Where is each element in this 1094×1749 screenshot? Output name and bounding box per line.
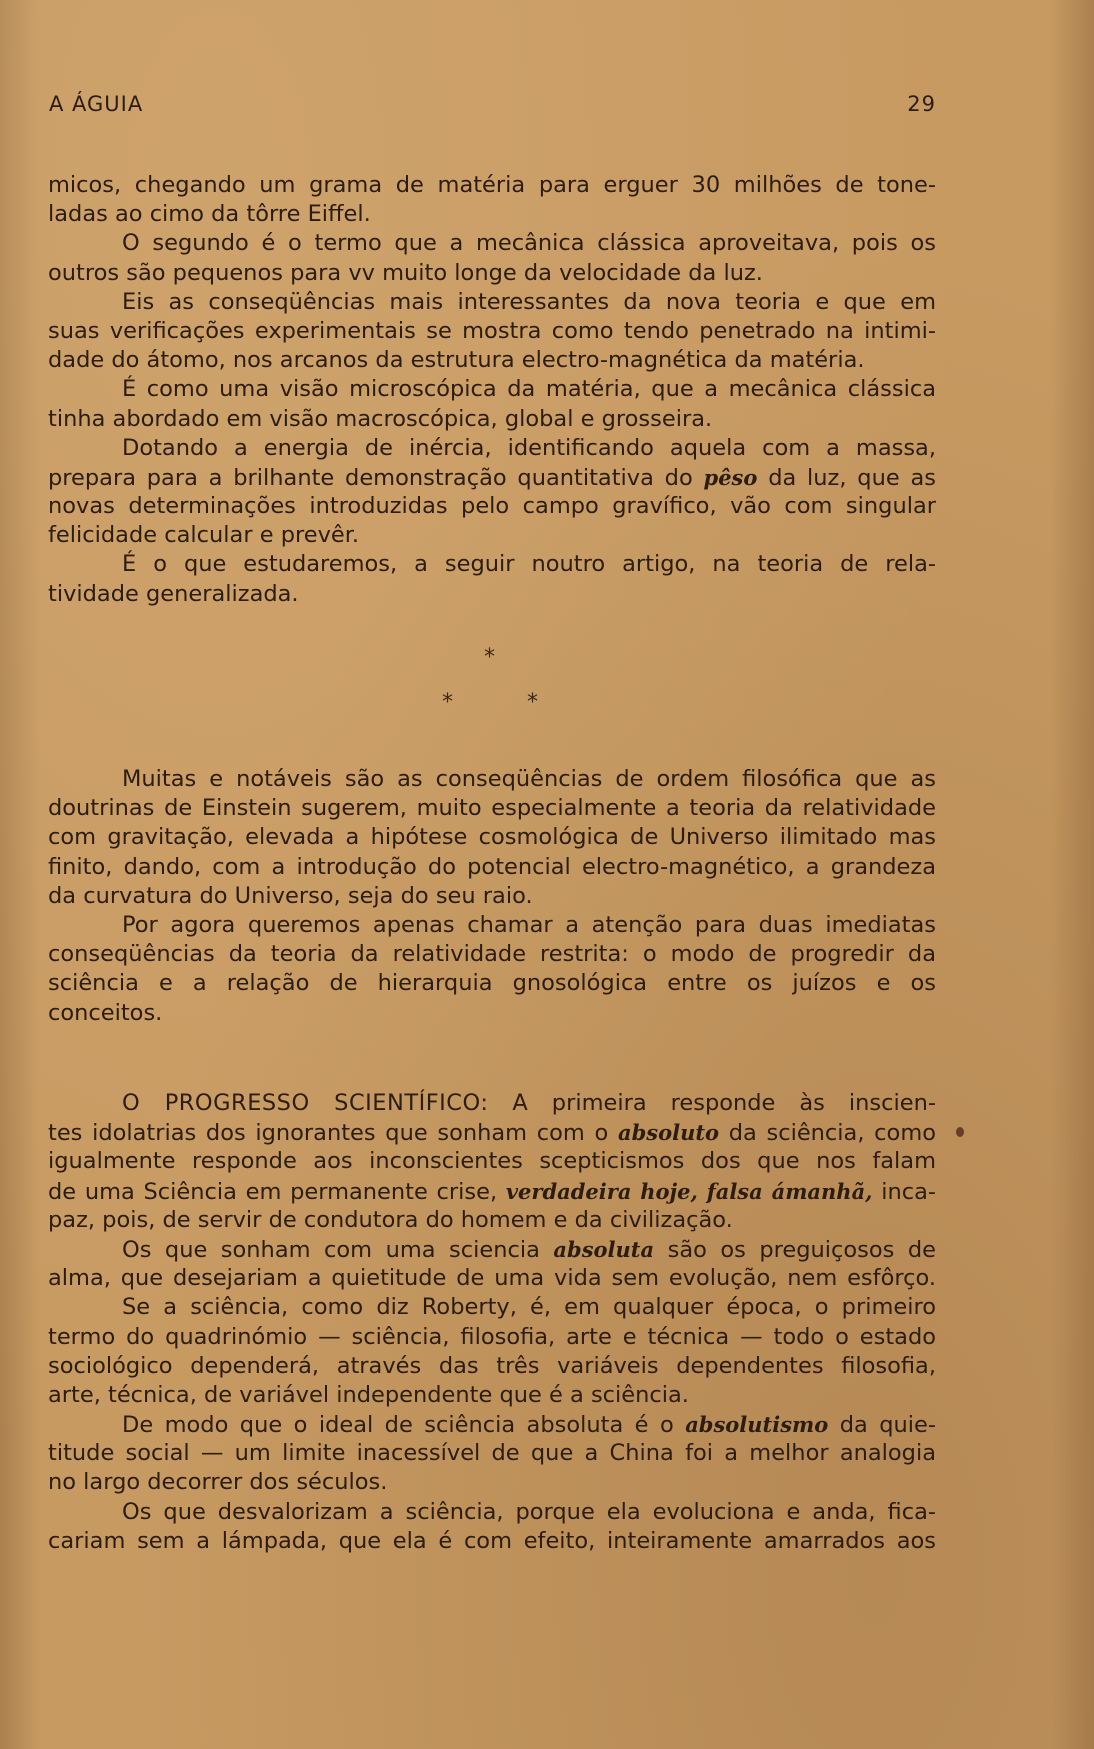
text-line: dade do átomo, nos arcanos da estrutura electro-magnética da matéria. [48, 347, 865, 374]
text-segment: De modo que o ideal de sciência absoluta é o [122, 1412, 674, 1439]
text-line: titude social — um limite inacessível de que a China foi a melhor analogia [48, 1440, 936, 1467]
text-line: igualmente responde aos inconscientes scepticismos dos que nos falam [48, 1148, 936, 1175]
text-line: felicidade calcular e prevêr. [48, 522, 360, 549]
text-line: ladas ao cimo da tôrre Eiffel. [48, 201, 371, 228]
running-head [49, 92, 936, 116]
text-segment: da quie- [839, 1412, 937, 1439]
emphasis: verdadeira hoje, falsa ámanhã, [505, 1178, 873, 1204]
text-line: suas verificações experimentais se mostra como tendo penetrado na intimi- [48, 317, 936, 344]
emphasis: absolutismo [685, 1412, 829, 1438]
text-segment: tes idolatrias dos ignorantes que sonham com o [48, 1120, 609, 1147]
journal-title: A ÁGUIA [49, 92, 144, 116]
asterisk: * [442, 690, 453, 715]
text-line: paz, pois, de servir de condutora do homem e da civilização. [48, 1206, 733, 1233]
text-line: com gravitação, elevada a hipótese cosmológica de Universo ilimitado mas [48, 824, 936, 851]
text-line [48, 463, 936, 492]
text-line [48, 1089, 936, 1118]
text-segment: A primeira responde às inscien- [512, 1090, 936, 1116]
text-line: conceitos. [48, 999, 163, 1026]
text-line: micos, chegando um grama de matéria para erguer 30 milhões de tone- [48, 172, 936, 198]
text-line [48, 1177, 936, 1206]
text-line: alma, que desejariam a quietitude de uma vida sem evolução, nem esfôrço. [48, 1265, 936, 1292]
section-heading: O PROGRESSO SCIENTÍFICO: [122, 1090, 489, 1116]
emphasis: absoluta [553, 1236, 655, 1262]
emphasis: absoluto [617, 1120, 720, 1146]
text-line: novas determinações introduzidas pelo campo gravífico, vão com singular [48, 493, 936, 520]
text-segment: de uma Sciência em permanente crise, [48, 1178, 498, 1205]
text-line: termo do quadrinómio — sciência, filosofia, arte e técnica — todo o estado [48, 1323, 936, 1350]
text-line: outros são pequenos para vv muito longe da velocidade da luz. [48, 259, 763, 286]
text-line: sciência e a relação de hierarquia gnosológica entre os juízos e os [48, 970, 936, 997]
text-line: Se a sciência, como diz Roberty, é, em qualquer época, o primeiro [122, 1294, 936, 1321]
text-line: arte, técnica, de variável independente que é a sciência. [48, 1381, 689, 1408]
emphasis: pêso [703, 464, 758, 490]
text-line: da curvatura do Universo, seja do seu raio. [48, 882, 533, 909]
section-scientific-progress [48, 1089, 936, 1556]
text-line [48, 1118, 936, 1147]
text-line: É o que estudaremos, a seguir noutro artigo, na teoria de rela- [122, 551, 936, 578]
text-line: no largo decorrer dos séculos. [48, 1469, 388, 1496]
text-line: doutrinas de Einstein sugerem, muito especialmente a teoria da relatividade [48, 795, 936, 822]
text-line: Dotando a energia de inércia, identificando aquela com a massa, [122, 434, 936, 461]
text-line: O segundo é o termo que a mecânica clássica aproveitava, pois os [122, 230, 936, 257]
text-line: Por agora queremos apenas chamar a atenção para duas imediatas [122, 911, 936, 938]
text-line: É como uma visão microscópica da matéria, que a mecânica clássica [122, 376, 936, 403]
text-line: sociológico dependerá, através das três variáveis dependentes filosofia, [48, 1352, 936, 1379]
text-line: Os que desvalorizam a sciência, porque ela evoluciona e anda, fica- [122, 1498, 936, 1525]
text-line: conseqüências da teoria da relatividade restrita: o modo de progredir da [48, 941, 936, 968]
text-segment: da luz, que as [768, 464, 936, 491]
paragraphs-philosophical-consequences [48, 765, 936, 1028]
text-segment: da sciência, como [728, 1120, 936, 1147]
asterisk: * [484, 645, 495, 670]
page-number: 29 [907, 92, 936, 116]
text-line: tinha abordado em visão macroscópica, global e grosseira. [48, 405, 713, 432]
text-line: Eis as conseqüências mais interessantes da nova teoria e que em [122, 288, 936, 315]
text-segment: inca- [881, 1178, 937, 1205]
text-line: tividade generalizada. [48, 580, 299, 607]
text-segment: Os que sonham com uma sciencia [122, 1236, 540, 1263]
ink-spot [956, 1127, 964, 1137]
text-segment: prepara para a brilhante demonstração quantitativa do [48, 464, 693, 491]
text-line: Muitas e notáveis são as conseqüências de ordem filosófica que as [122, 766, 936, 792]
text-line [48, 1235, 936, 1264]
text-line [48, 1410, 936, 1439]
asterisk: * [527, 690, 538, 715]
text-line: cariam sem a lámpada, que ela é com efeito, inteiramente amarrados aos [48, 1527, 936, 1554]
text-line: finito, dando, com a introdução do potencial electro-magnético, a grandeza [48, 853, 936, 880]
text-segment: são os preguiçosos de [667, 1236, 936, 1263]
paragraphs-relativity-consequences [48, 171, 936, 609]
